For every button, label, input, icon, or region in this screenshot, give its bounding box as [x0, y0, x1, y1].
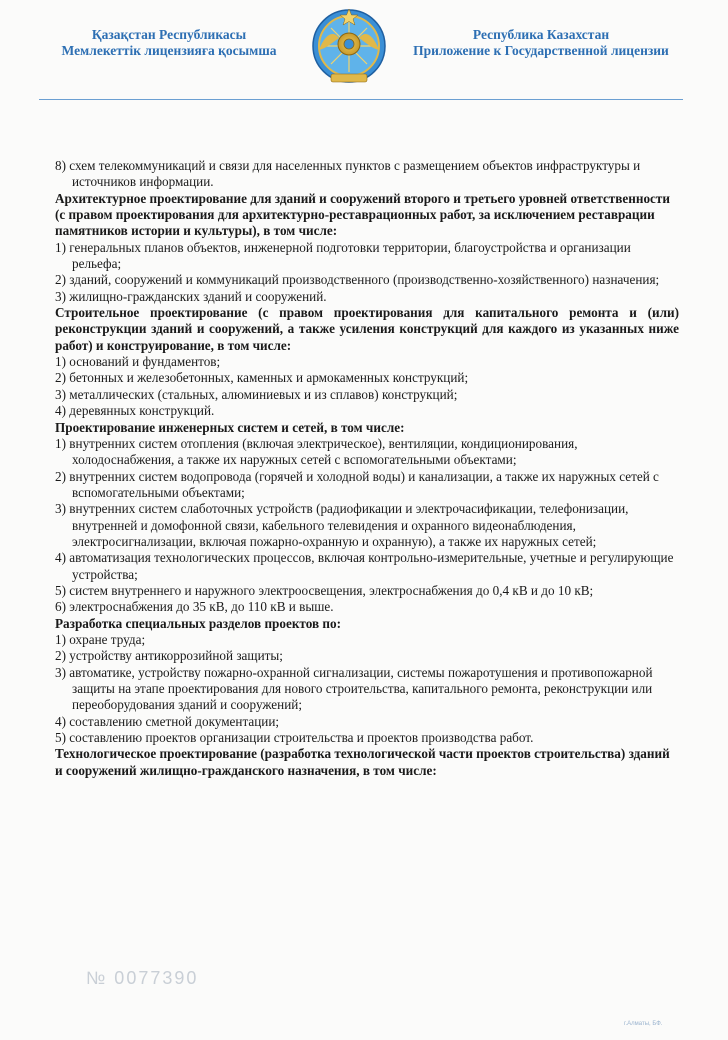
- printer-note: г.Алматы, БФ.: [624, 1021, 663, 1027]
- list-item: 1) охране труда;: [55, 631, 146, 647]
- header-left: [40, 27, 298, 59]
- section-heading-special: Разработка специальных разделов проектов по:: [55, 615, 341, 631]
- header-divider: [39, 99, 683, 100]
- list-item: 3) автоматике, устройству пожарно-охранной сигнализации, системы пожаротушения и противопожарной защиты на этапе проектирования для нового строительства, капитального ремонта, реконструкции или переоборудования зданий и сооружений;: [55, 664, 653, 713]
- section-heading-construction: Строительное проектирование (с правом проектирования для капитального ремонта и (или) реконструкции зданий и сооружений, а также усиления конструкций для каждого из указанных ниже работ) и конструирование, в том числе:: [55, 305, 679, 353]
- list-item: 8) схем телекоммуникаций и связи для населенных пунктов с размещением объектов инфраструктуры и источников информации.: [55, 158, 641, 190]
- section-heading-engineering: Проектирование инженерных систем и сетей, в том числе:: [55, 419, 405, 435]
- header-right: [398, 27, 684, 59]
- list-item: 2) бетонных и железобетонных, каменных и армокаменных конструкций;: [55, 370, 469, 386]
- section-heading-architecture: Архитектурное проектирование для зданий и сооружений второго и третьего уровней ответственности (с правом проектирования для архитектурно-реставрационных работ, за исключением реставрации памятников истории и культуры), в том числе:: [55, 190, 670, 239]
- list-item: 6) электроснабжения до 35 кВ, до 110 кВ и выше.: [55, 599, 334, 615]
- list-item: 5) систем внутреннего и наружного электроосвещения, электроснабжения до 0,4 кВ и до 10 кВ;: [55, 582, 594, 598]
- header-left-line1: Қазақстан Республикасы: [91, 27, 247, 42]
- list-item: 2) внутренних систем водопровода (горячей и холодной воды) и канализации, а также их наружных сетей с вспомогательными объектами;: [55, 468, 659, 500]
- list-item: 1) внутренних систем отопления (включая электрическое), вентиляции, кондиционирования, холодоснабжения, а также их наружных сетей с вспомогательными объектами;: [55, 435, 578, 468]
- list-item: 2) устройству антикоррозийной защиты;: [55, 648, 283, 664]
- list-item: 1) генеральных планов объектов, инженерной подготовки территории, благоустройства и организации рельефа;: [55, 239, 631, 272]
- list-item: 3) металлических (стальных, алюминиевых и из сплавов) конструкций;: [55, 386, 458, 402]
- section-heading-technology: Технологическое проектирование (разработка технологической части проектов строительства) зданий и сооружений жилищно-гражданского назначения, в том числе:: [55, 746, 670, 778]
- document-body: [55, 158, 679, 779]
- list-item: 1) оснований и фундаментов;: [55, 354, 221, 370]
- list-item: 4) составлению сметной документации;: [55, 713, 280, 729]
- list-item: 5) составлению проектов организации строительства и проектов производства работ.: [55, 730, 534, 746]
- list-item: 3) жилищно-гражданских зданий и сооружений.: [55, 288, 327, 304]
- list-item: 3) внутренних систем слаботочных устройств (радиофикации и электрочасификации, телефонизации, внутренней и домофонной связи, кабельного телевидения и охранного видеонаблюдения, электросигнализации, включая пожарно-охранную и охранную), а также их наружных сетей;: [55, 501, 629, 549]
- state-emblem-icon: [309, 4, 389, 90]
- header-left-line2: Мемлекеттік лицензияға қосымша: [61, 43, 277, 58]
- header-right-line1: Республика Казахстан: [472, 27, 610, 42]
- serial-number: № 0077390: [86, 968, 199, 988]
- header-right-line2: Приложение к Государственной лицензии: [413, 43, 669, 58]
- list-item: 4) деревянных конструкций.: [55, 403, 215, 419]
- list-item: 4) автоматизация технологических процессов, включая контрольно-измерительные, учетные и регулирующие устройства;: [55, 550, 674, 582]
- list-item: 2) зданий, сооружений и коммуникаций производственного (производственно-хозяйственного) назначения;: [55, 272, 660, 288]
